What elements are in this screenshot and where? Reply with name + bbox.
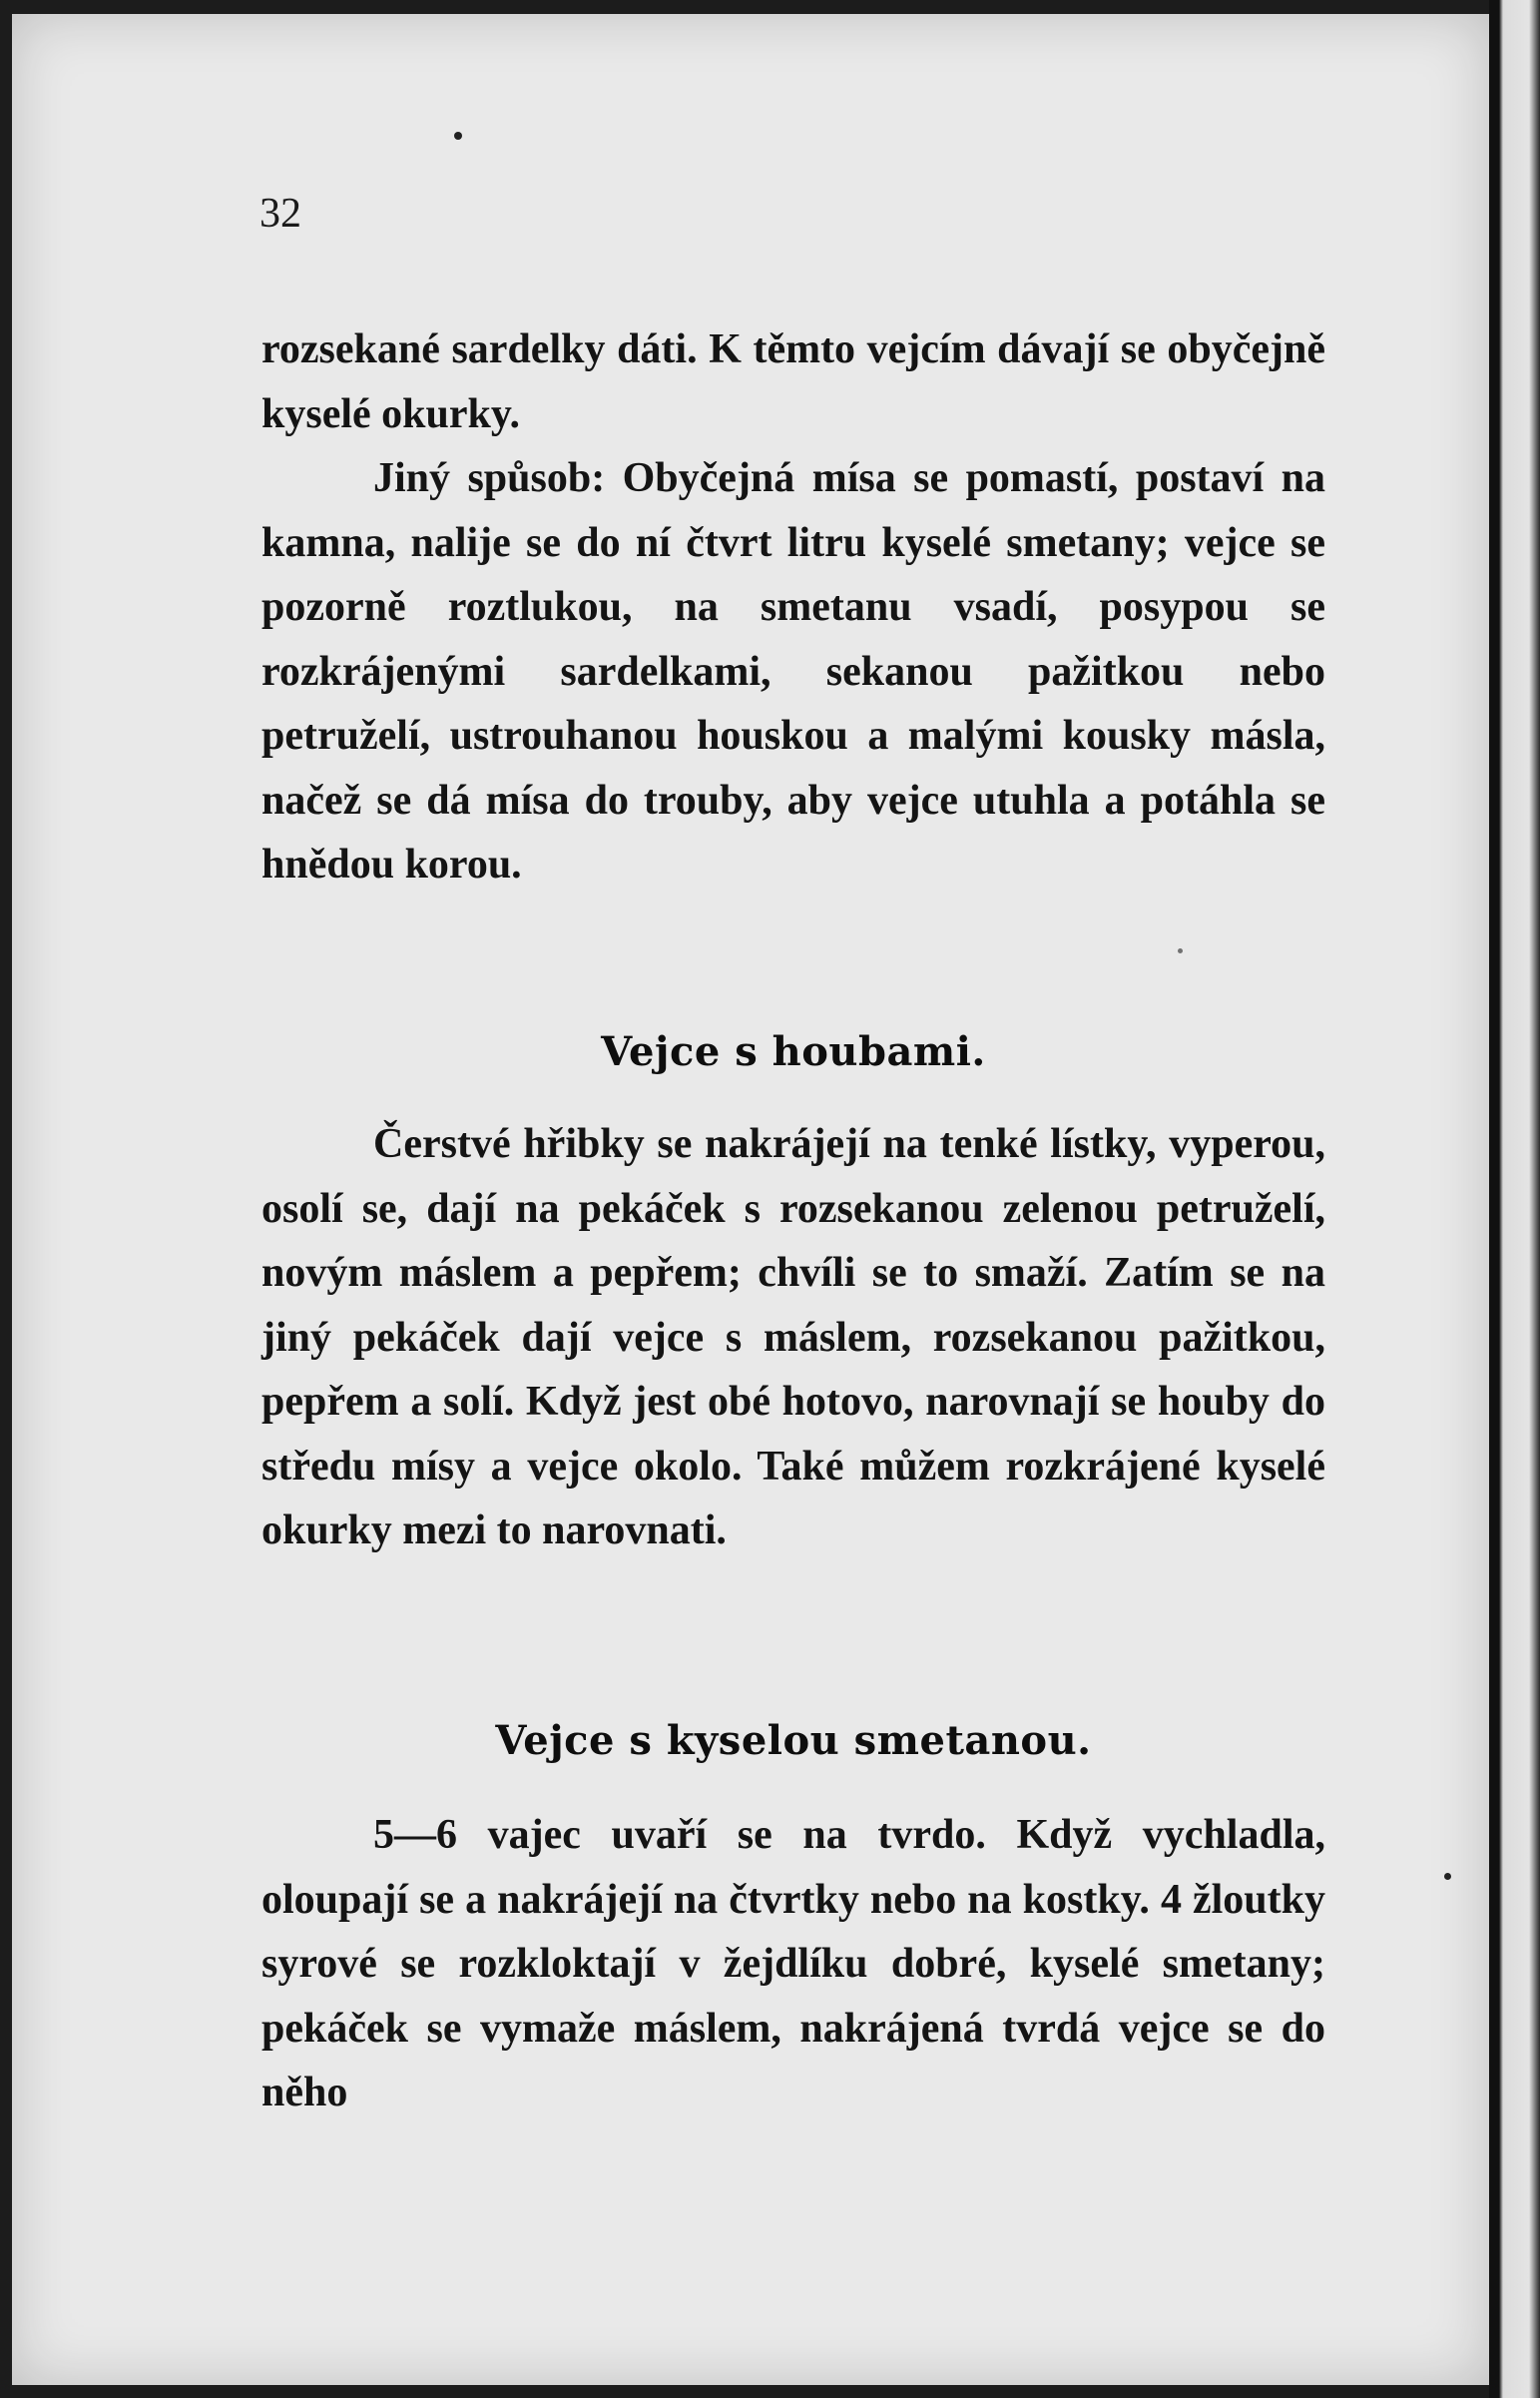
paragraph: Čerstvé hřibky se nakrájejí na tenké lístky, vyperou, osolí se, dají na pekáček s rozsekanou zelenou petruželí, novým máslem a pepřem; chvíli se to smaží. Zatím se na jiný pekáček dají vejce s máslem, rozsekanou pažitkou, pepřem a solí. Když jest obé hotovo, narovnají se houby do středu mísy a vejce okolo. Také můžem rozkrájené kyselé okurky mezi to narovnati. — [261, 1121, 1325, 1553]
paragraph: 5—6 vajec uvaří se na tvrdo. Když vychladla, oloupají se a nakrájejí na čtvrtky nebo na kostky. 4 žloutky syrové se rozkloktají v žejdlíku dobré, kyselé smetany; pekáček se vymaže máslem, nakrájená tvrdá vejce se do něho — [261, 1812, 1325, 2115]
section-heading: Vejce s kyselou smetanou. — [495, 1717, 1092, 1764]
text-block-1 — [261, 317, 1325, 898]
print-speck — [1444, 1873, 1451, 1880]
paragraph: rozsekané sardelky dáti. K těmto vejcím dávají se obyčejně kyselé okurky. — [261, 326, 1325, 437]
print-speck — [1178, 948, 1183, 953]
page-number: 32 — [259, 191, 301, 237]
page-edge — [1489, 0, 1540, 2398]
section-heading: Vejce s houbami. — [601, 1028, 986, 1075]
text-block-2 — [261, 1112, 1325, 1563]
paragraph: Jiný spůsob: Obyčejná mísa se pomastí, postaví na kamna, nalije se do ní čtvrt litru kyselé smetany; vejce se pozorně roztlukou, na smetanu vsadí, posypou se rozkrájenými sardelkami, sekanou pažitkou nebo petruželí, ustrouhanou houskou a malými kousky másla, načež se dá mísa do trouby, aby vejce utuhla a potáhla se hnědou korou. — [261, 455, 1325, 888]
print-speck — [454, 132, 462, 140]
text-block-3 — [261, 1803, 1325, 2125]
